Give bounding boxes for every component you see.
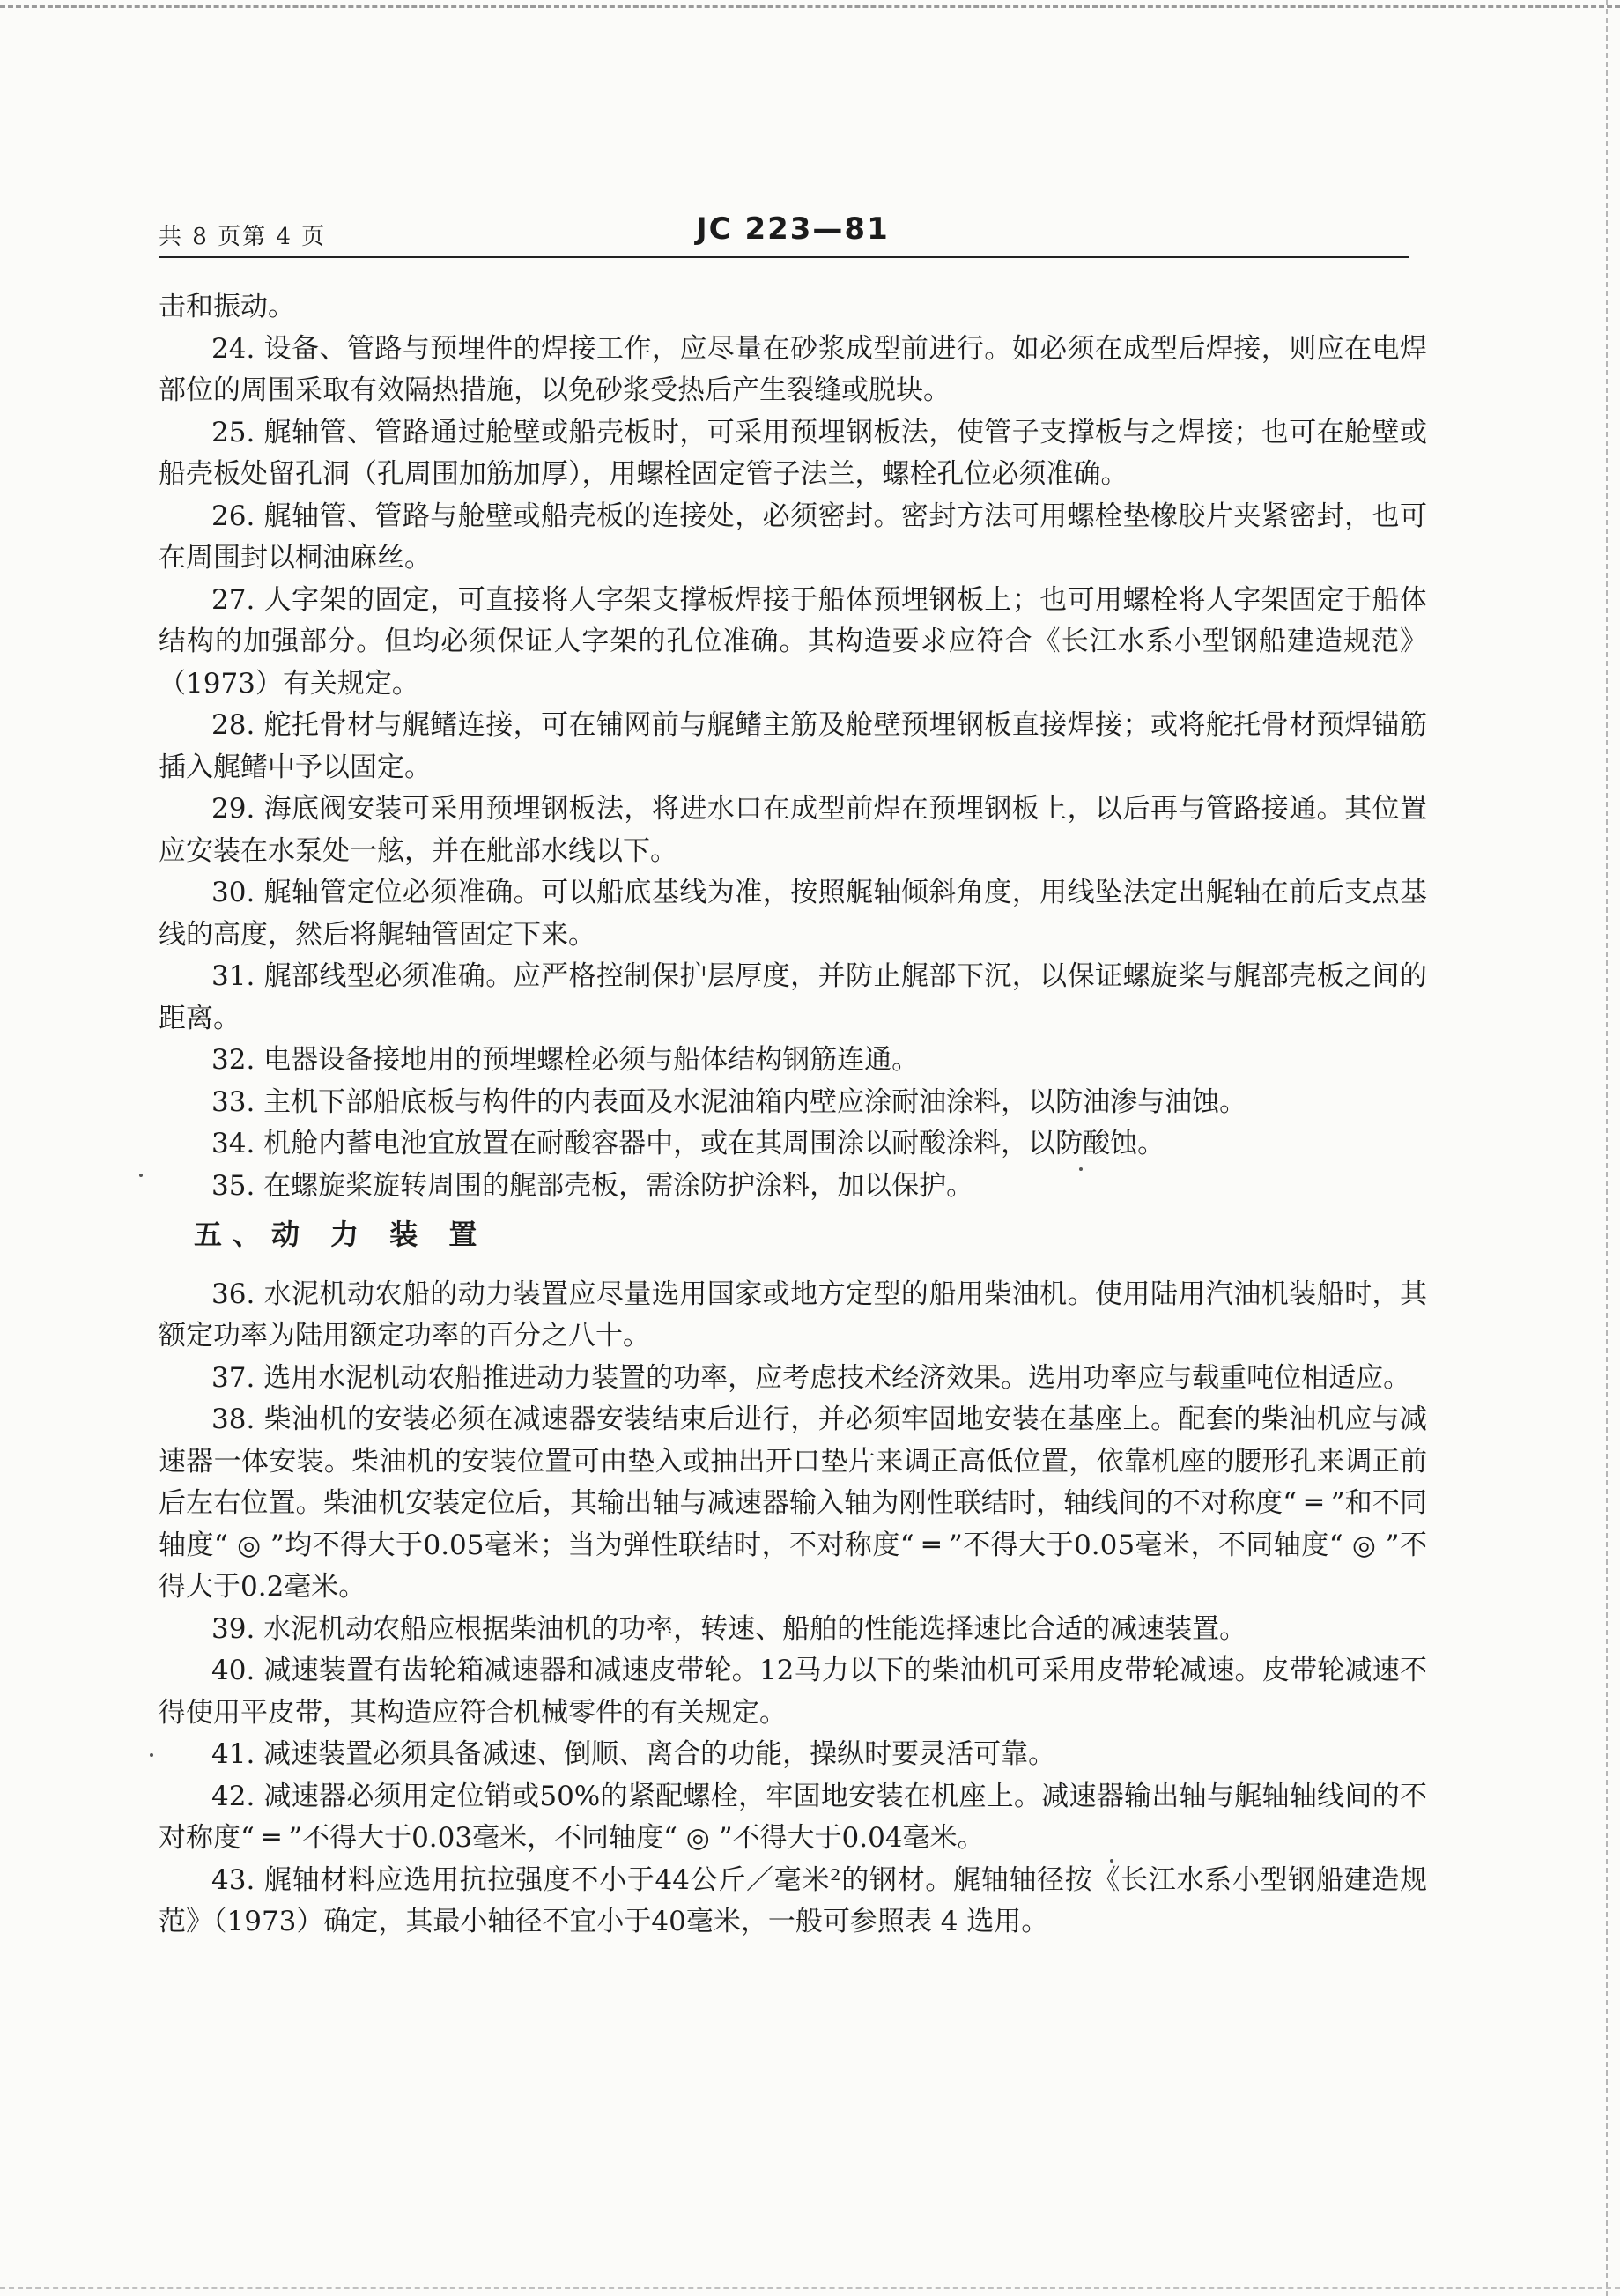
scan-top-border bbox=[0, 5, 1620, 8]
scan-speck bbox=[1110, 1859, 1113, 1863]
clause-26: 26. 艉轴管、管路与舱壁或船壳板的连接处，必须密封。密封方法可用螺栓垫橡胶片夹紧密封，也可在周围封以桐油麻丝。 bbox=[159, 500, 1427, 574]
scan-right-border bbox=[1606, 0, 1608, 2296]
clause-39: 39. 水泥机动农船应根据柴油机的功率，转速、船舶的性能选择速比合适的减速装置。 bbox=[211, 1612, 1247, 1645]
clause-29: 29. 海底阀安装可采用预埋钢板法，将进水口在成型前焊在预埋钢板上，以后再与管路接通。其位置应安装在水泵处一舷，并在舭部水线以下。 bbox=[159, 793, 1427, 867]
scan-speck bbox=[150, 1753, 153, 1757]
header-rule bbox=[159, 256, 1409, 258]
paragraph-continuation: 击和振动。 bbox=[159, 291, 295, 322]
page-header bbox=[159, 211, 1409, 256]
clause-43: 43. 艉轴材料应选用抗拉强度不小于44公斤／毫米²的钢材。艉轴轴径按《长江水系小型钢船建造规范》（1973）确定，其最小轴径不宜小于40毫米，一般可参照表 4 选用。 bbox=[159, 1863, 1427, 1937]
clause-36: 36. 水泥机动农船的动力装置应尽量选用国家或地方定型的船用柴油机。使用陆用汽油机装船时，其额定功率为陆用额定功率的百分之八十。 bbox=[159, 1278, 1427, 1352]
clause-32: 32. 电器设备接地用的预埋螺栓必须与船体结构钢筋连通。 bbox=[211, 1044, 920, 1076]
clause-38: 38. 柴油机的安装必须在减速器安装结束后进行，并必须牢固地安装在基座上。配套的柴油机应与减速器一体安装。柴油机的安装位置可由垫入或抽出开口垫片来调正高低位置，依靠机座的腰形孔来调正前后左右位置。柴油机安装定位后，其输出轴与减速器输入轴为刚性联结时，轴线间的不对称度“ ═ ”和不同轴度“ ◎ ”均不得大于0.05毫米；当为弹性联结时，不对称度“ ═ ”不得大于0.05毫米，不同轴度“ ◎ ”不得大于0.2毫米。 bbox=[159, 1404, 1427, 1603]
clause-30: 30. 艉轴管定位必须准确。可以船底基线为准，按照艉轴倾斜角度，用线坠法定出艉轴在前后支点基线的高度，然后将艉轴管固定下来。 bbox=[159, 877, 1427, 951]
section-heading: 五、动 力 装 置 bbox=[194, 1218, 488, 1251]
scan-speck bbox=[1079, 1167, 1083, 1171]
clause-34: 34. 机舱内蓄电池宜放置在耐酸容器中，或在其周围涂以耐酸涂料，以防酸蚀。 bbox=[211, 1128, 1165, 1159]
clause-41: 41. 减速装置必须具备减速、倒顺、离合的功能，操纵时要灵活可靠。 bbox=[211, 1738, 1056, 1770]
clause-31: 31. 艉部线型必须准确。应严格控制保护层厚度，并防止艉部下沉，以保证螺旋桨与艉部壳板之间的距离。 bbox=[159, 960, 1427, 1034]
clause-27: 27. 人字架的固定，可直接将人字架支撑板焊接于船体预埋钢板上；也可用螺栓将人字架固定于船体结构的加强部分。但均必须保证人字架的孔位准确。其构造要求应符合《长江水系小型钢船建造规范》（1973）有关规定。 bbox=[159, 583, 1427, 700]
clause-25: 25. 艉轴管、管路通过舱壁或船壳板时，可采用预埋钢板法，使管子支撑板与之焊接；也可在舱壁或船壳板处留孔洞（孔周围加筋加厚），用螺栓固定管子法兰，螺栓孔位必须准确。 bbox=[159, 416, 1427, 490]
clause-37: 37. 选用水泥机动农船推进动力装置的功率，应考虑技术经济效果。选用功率应与载重吨位相适应。 bbox=[211, 1361, 1411, 1394]
clause-28: 28. 舵托骨材与艉鳍连接，可在铺网前与艉鳍主筋及舱壁预埋钢板直接焊接；或将舵托骨材预焊锚筋插入艉鳍中予以固定。 bbox=[159, 709, 1427, 783]
clause-24: 24. 设备、管路与预埋件的焊接工作，应尽量在砂浆成型前进行。如必须在成型后焊接，则应在电焊部位的周围采取有效隔热措施，以免砂浆受热后产生裂缝或脱块。 bbox=[159, 332, 1427, 406]
document-body bbox=[159, 286, 1427, 1944]
standard-code: JC 223—81 bbox=[696, 211, 890, 247]
scan-bottom-border bbox=[0, 2287, 1620, 2289]
clause-40: 40. 减速装置有齿轮箱减速器和减速皮带轮。12马力以下的柴油机可采用皮带轮减速。皮带轮减速不得使用平皮带，其构造应符合机械零件的有关规定。 bbox=[159, 1655, 1427, 1729]
clause-33: 33. 主机下部船底板与构件的内表面及水泥油箱内壁应涂耐油涂料，以防油渗与油蚀。 bbox=[211, 1085, 1247, 1118]
page-number-info: 共 8 页第 4 页 bbox=[159, 224, 327, 250]
scan-speck bbox=[139, 1174, 143, 1177]
clause-42: 42. 减速器必须用定位销或50%的紧配螺栓，牢固地安装在机座上。减速器输出轴与艉轴轴线间的不对称度“ ═ ”不得大于0.03毫米，不同轴度“ ◎ ”不得大于0.04毫米。 bbox=[159, 1780, 1427, 1854]
clause-35: 35. 在螺旋桨旋转周围的艉部壳板，需涂防护涂料，加以保护。 bbox=[211, 1169, 974, 1202]
